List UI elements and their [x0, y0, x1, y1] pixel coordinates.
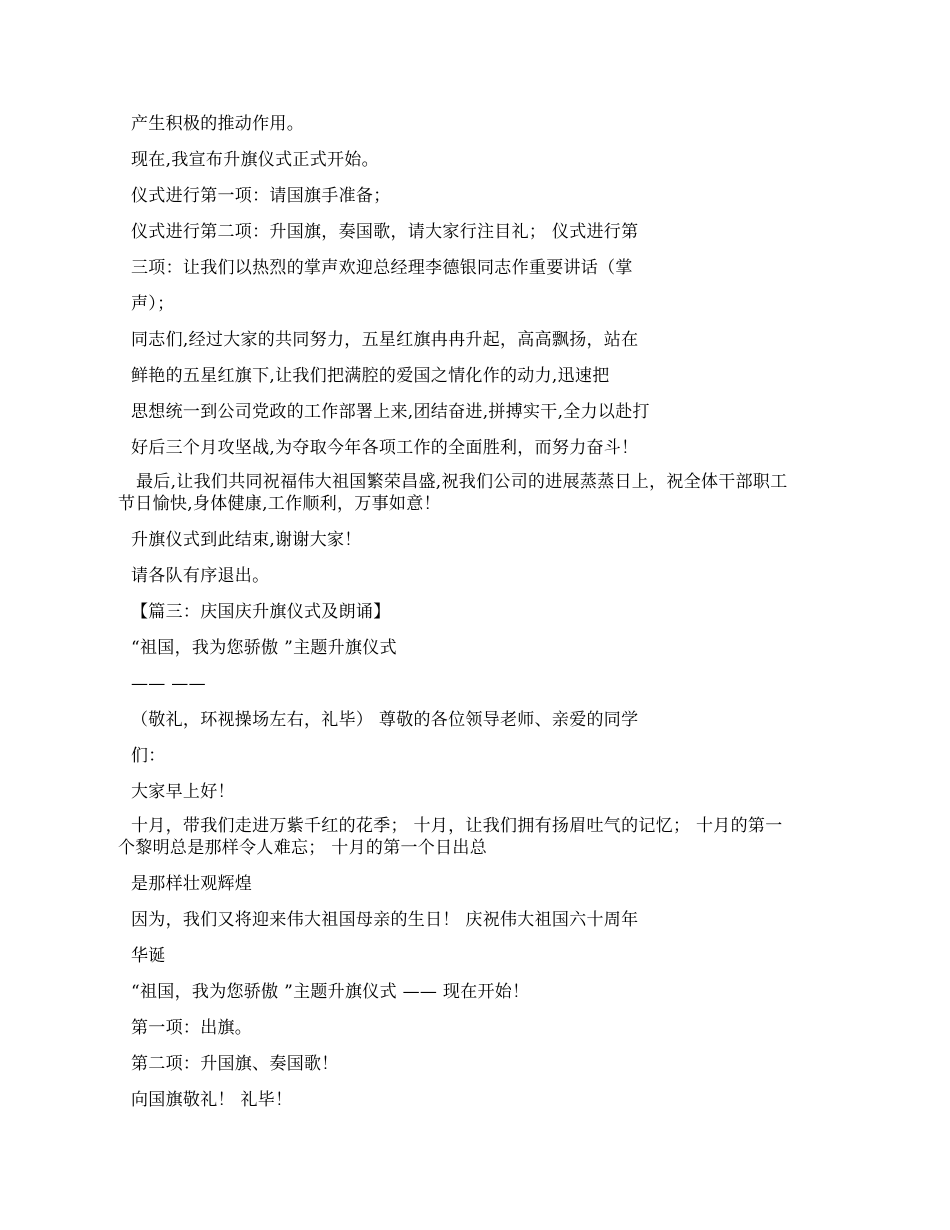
text-line: 三项：让我们以热烈的掌声欢迎总经理李德银同志作重要讲话（掌	[131, 258, 633, 278]
text-line: 好后三个月攻坚战,为夺取今年各项工作的全面胜利，而努力奋斗！	[131, 438, 639, 458]
text-line: 向国旗敬礼！ 礼毕！	[131, 1090, 293, 1110]
text-line: 第一项：出旗。	[131, 1018, 253, 1038]
text-line: 是那样壮观辉煌	[131, 874, 253, 894]
text-line: “祖国，我为您骄傲 ”主题升旗仪式 —— 现在开始！	[131, 982, 530, 1002]
text-line: 节日愉快,身体健康,工作顺利，万事如意！	[118, 494, 441, 514]
text-line: 同志们,经过大家的共同努力，五星红旗冉冉升起，高高飘扬，站在	[131, 330, 639, 350]
text-line: 个黎明总是那样令人难忘； 十月的第一个日出总	[118, 838, 488, 858]
text-line: 请各队有序退出。	[131, 566, 270, 586]
text-line: 产生积极的推动作用。	[131, 114, 304, 134]
text-line: 华诞	[131, 946, 166, 966]
text-line: 思想统一到公司党政的工作部署上来,团结奋进,拼搏实干,全力以赴打	[131, 402, 650, 422]
text-line: 鲜艳的五星红旗下,让我们把满腔的爱国之情化作的动力,迅速把	[131, 366, 610, 386]
text-line: 十月，带我们走进万紫千红的花季； 十月，让我们拥有扬眉吐气的记忆； 十月的第一	[131, 816, 783, 836]
text-line: 声）；	[131, 294, 175, 314]
text-line: 升旗仪式到此结束,谢谢大家！	[131, 530, 362, 550]
text-line: 们：	[131, 746, 166, 766]
text-line: —— ——	[131, 674, 206, 694]
text-line: 现在,我宣布升旗仪式正式开始。	[131, 150, 379, 170]
text-line: 第二项：升国旗、奏国歌！	[131, 1054, 339, 1074]
text-line: 因为，我们又将迎来伟大祖国母亲的生日！ 庆祝伟大祖国六十周年	[131, 910, 639, 930]
section-heading: 【篇三：庆国庆升旗仪式及朗诵】	[131, 602, 391, 622]
text-line: （敬礼，环视操场左右，礼毕） 尊敬的各位领导老师、亲爱的同学	[131, 710, 639, 730]
text-line: 最后,让我们共同祝福伟大祖国繁荣昌盛,祝我们公司的进展蒸蒸日上，祝全体干部职工	[136, 472, 788, 492]
text-line: 大家早上好！	[131, 782, 235, 802]
text-line: 仪式进行第二项：升国旗，奏国歌，请大家行注目礼； 仪式进行第	[131, 222, 639, 242]
text-line: “祖国，我为您骄傲 ”主题升旗仪式	[131, 638, 397, 658]
text-line: 仪式进行第一项：请国旗手准备；	[131, 186, 391, 206]
